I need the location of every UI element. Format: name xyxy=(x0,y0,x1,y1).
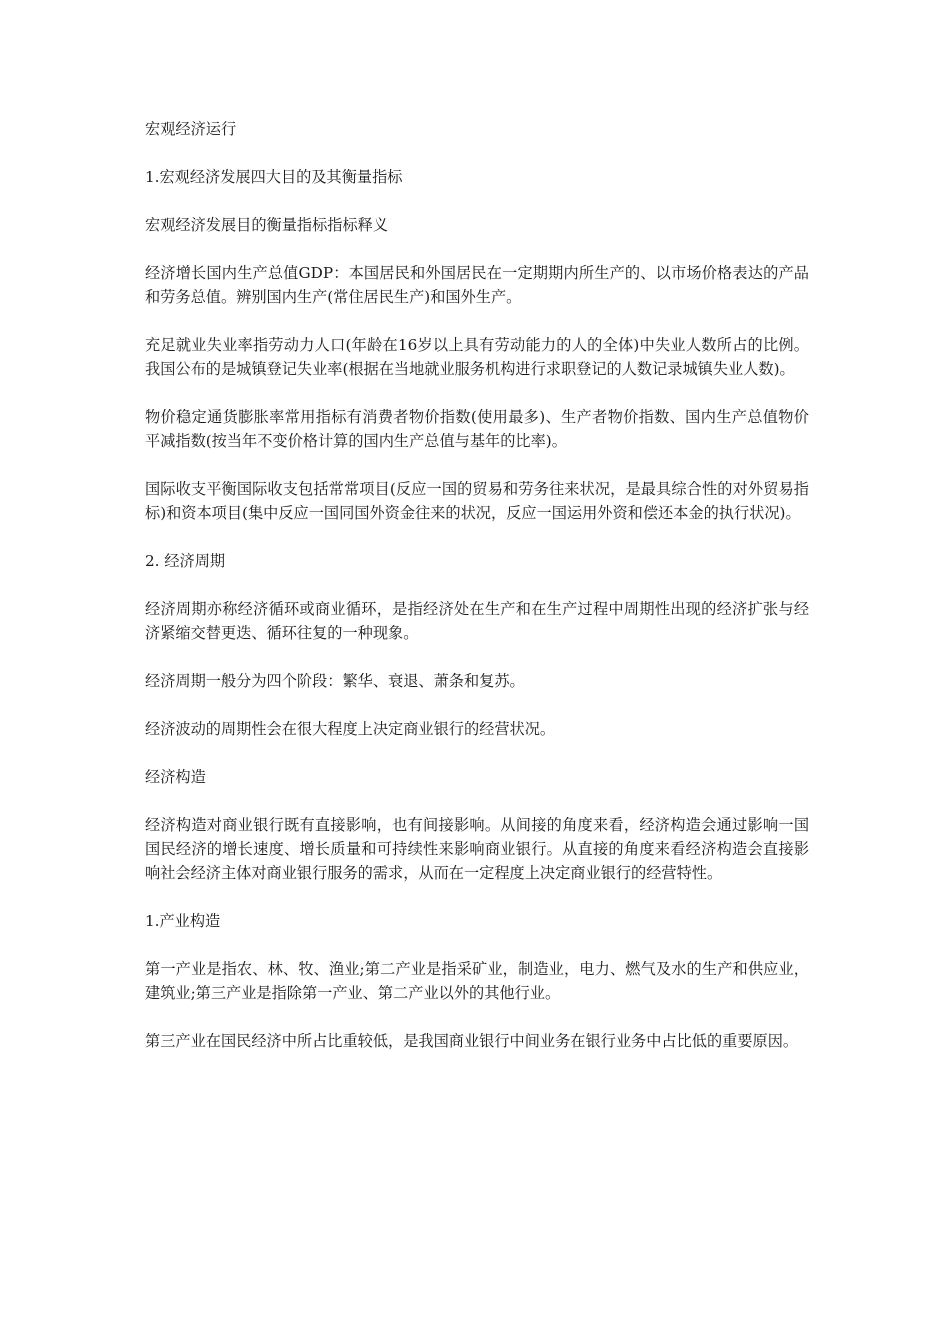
paragraph: 经济波动的周期性会在很大程度上决定商业银行的经营状况。 xyxy=(145,720,556,738)
document-body xyxy=(145,117,809,1077)
paragraph: 物价稳定通货膨胀率常用指标有消费者物价指数(使用最多)、生产者物价指数、国内生产总值物价平减指数(按当年不变价格计算的国内生产总值与基年的比率)。 xyxy=(145,408,809,450)
section-heading: 经济构造 xyxy=(145,768,206,786)
document-title: 宏观经济运行 xyxy=(145,120,237,138)
paragraph: 第三产业在国民经济中所占比重较低，是我国商业银行中间业务在银行业务中占比低的重要原因。 xyxy=(145,1032,799,1050)
paragraph: 第一产业是指农、林、牧、渔业;第二产业是指采矿业，制造业，电力、燃气及水的生产和供应业，建筑业;第三产业是指除第一产业、第二产业以外的其他行业。 xyxy=(145,960,809,1002)
section-heading: 1.宏观经济发展四大目的及其衡量指标 xyxy=(145,168,403,186)
paragraph: 经济周期一般分为四个阶段：繁华、衰退、萧条和复苏。 xyxy=(145,672,525,690)
paragraph: 经济周期亦称经济循环或商业循环，是指经济处在生产和在生产过程中周期性出现的经济扩张与经济紧缩交替更迭、循环往复的一种现象。 xyxy=(145,600,809,642)
paragraph: 经济构造对商业银行既有直接影响，也有间接影响。从间接的角度来看，经济构造会通过影响一国国民经济的增长速度、增长质量和可持续性来影响商业银行。从直接的角度来看经济构造会直接影响社会经济主体对商业银行服务的需求，从而在一定程度上决定商业银行的经营特性。 xyxy=(145,816,809,882)
paragraph: 国际收支平衡国际收支包括常常项目(反应一国的贸易和劳务往来状况，是最具综合性的对外贸易指标)和资本项目(集中反应一国同国外资金往来的状况，反应一国运用外资和偿还本金的执行状况)。 xyxy=(145,480,809,522)
paragraph: 宏观经济发展目的衡量指标指标释义 xyxy=(145,216,388,234)
paragraph: 充足就业失业率指劳动力人口(年龄在16岁以上具有劳动能力的人的全体)中失业人数所占的比例。我国公布的是城镇登记失业率(根据在当地就业服务机构进行求职登记的人数记录城镇失业人数)。 xyxy=(145,336,809,378)
paragraph: 经济增长国内生产总值GDP：本国居民和外国居民在一定期期内所生产的、以市场价格表达的产品和劳务总值。辨别国内生产(常住居民生产)和国外生产。 xyxy=(145,264,809,306)
section-heading: 2. 经济周期 xyxy=(145,552,226,570)
section-heading: 1.产业构造 xyxy=(145,912,221,930)
